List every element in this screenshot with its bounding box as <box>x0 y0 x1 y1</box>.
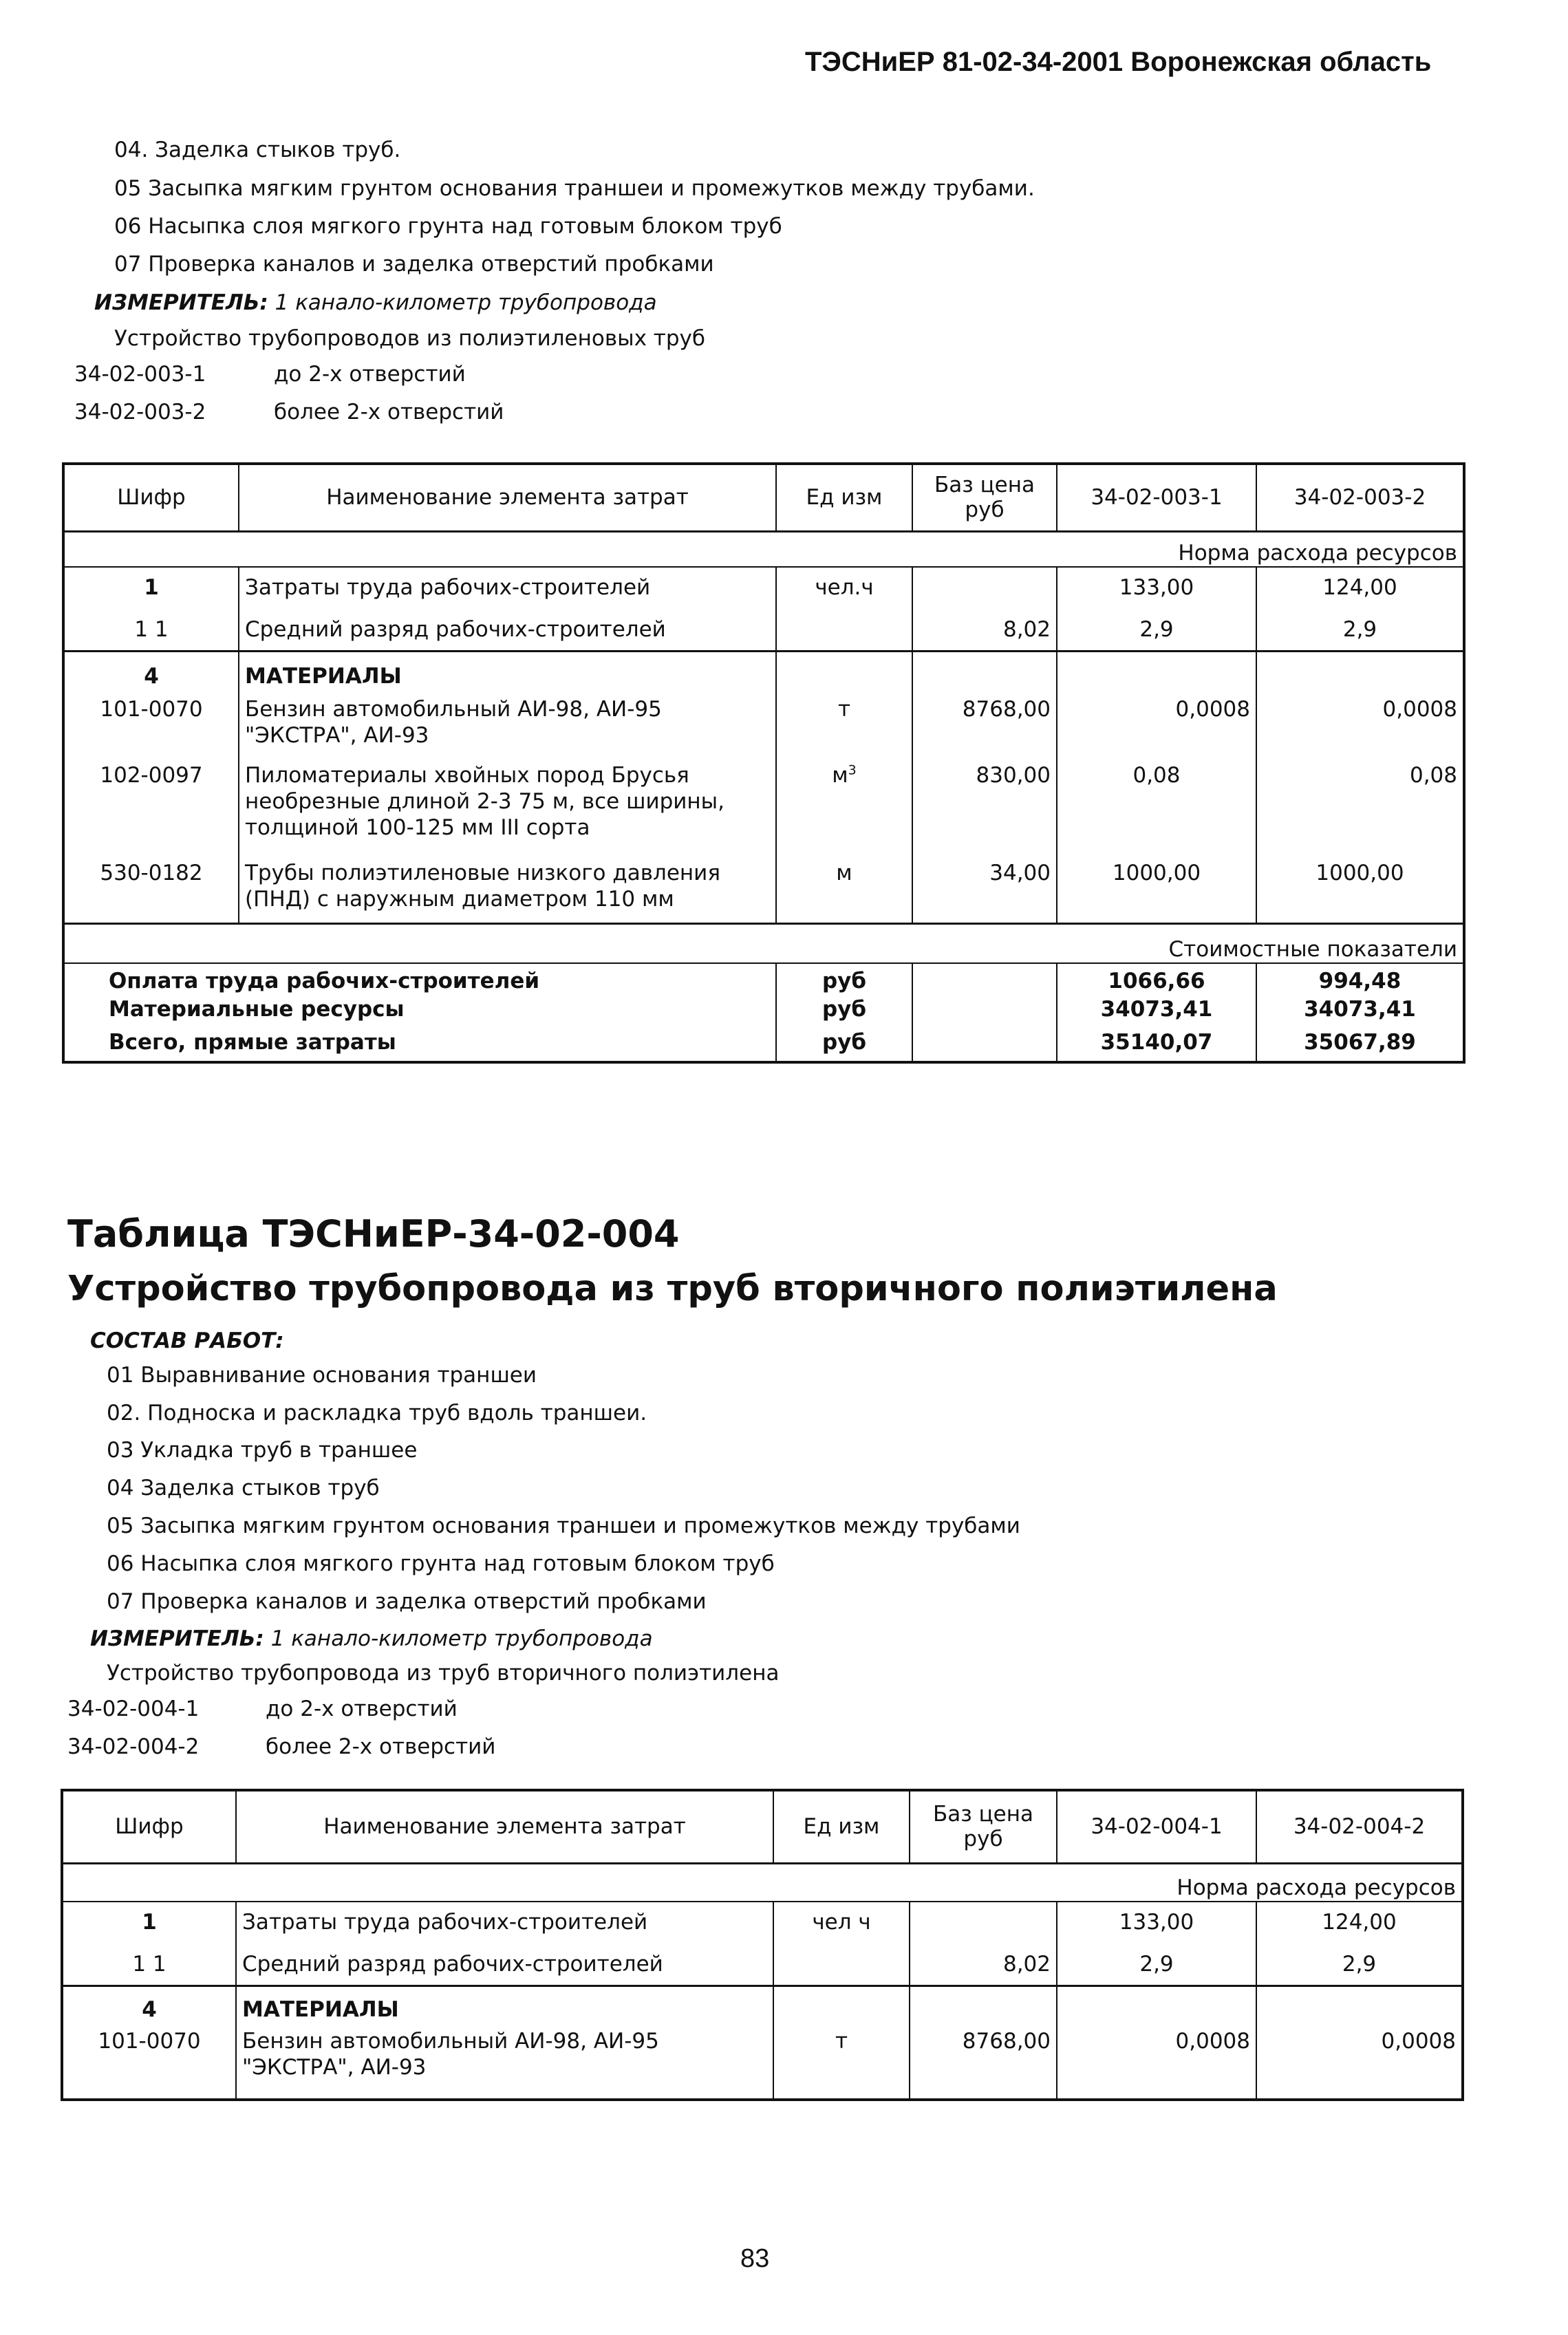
work-item: 02. Подноска и раскладка труб вдоль траншеи. <box>107 1401 647 1425</box>
work-item: 05 Засыпка мягким грунтом основания траншеи и промежутков между трубами <box>107 1514 1020 1538</box>
row-value-1: 2,9 <box>1057 1943 1256 1986</box>
row-price <box>912 567 1057 608</box>
total-label: Оплата труда рабочих-строителей <box>109 969 540 993</box>
header-price: Баз цена руб <box>912 464 1057 531</box>
material-price: 830,00 <box>912 762 1057 860</box>
work-item: 05 Засыпка мягким грунтом основания траншеи и промежутков между трубами. <box>114 176 1035 201</box>
row-name: Средний разряд рабочих-строителей <box>239 608 776 651</box>
material-name: Трубы полиэтиленовые низкого давления (ПНД) с наружным диаметром 110 мм <box>239 860 776 923</box>
row-price: 8,02 <box>912 608 1057 651</box>
header-variant-2: 34-02-003-2 <box>1256 464 1464 531</box>
cost-table-34-02-003 <box>62 462 1465 1064</box>
table-title: Таблица ТЭСНиЕР-34-02-004 <box>67 1212 680 1256</box>
row-value-1: 133,00 <box>1057 567 1256 608</box>
header-variant-1: 34-02-003-1 <box>1057 464 1256 531</box>
band-norm: Норма расхода ресурсов <box>62 1863 1463 1902</box>
material-code: 102-0097 <box>100 763 203 788</box>
header-unit: Ед изм <box>773 1790 910 1863</box>
total-label: Всего, прямые затраты <box>109 1030 396 1055</box>
work-item: 04. Заделка стыков труб. <box>114 138 401 162</box>
material-value-2: 1000,00 <box>1256 860 1464 923</box>
material-unit: т <box>773 2028 910 2100</box>
total-value-1: 1066,66 <box>1057 963 1256 996</box>
row-name: Затраты труда рабочих-строителей <box>239 567 776 608</box>
header-variant-2: 34-02-004-2 <box>1256 1790 1463 1863</box>
page-number: 83 <box>740 2244 770 2273</box>
material-value-1: 0,0008 <box>1057 696 1256 762</box>
header-unit: Ед изм <box>776 464 912 531</box>
running-header: ТЭСНиЕР 81-02-34-2001 Воронежская область <box>805 47 1432 77</box>
work-item: 01 Выравнивание основания траншеи <box>107 1363 537 1388</box>
material-value-2: 0,0008 <box>1256 2028 1463 2100</box>
header-name: Наименование элемента затрат <box>236 1790 773 1863</box>
row-unit <box>773 1943 910 1986</box>
material-code: 101-0070 <box>100 697 203 722</box>
material-value-2: 0,0008 <box>1256 696 1464 762</box>
header-variant-1: 34-02-004-1 <box>1057 1790 1256 1863</box>
work-item: 04 Заделка стыков труб <box>107 1476 380 1500</box>
total-value-1: 35140,07 <box>1057 1029 1256 1062</box>
materials-code: 4 <box>62 1986 236 2028</box>
total-label: Материальные ресурсы <box>109 997 405 1022</box>
row-value-2: 2,9 <box>1256 608 1464 651</box>
material-price: 34,00 <box>912 860 1057 923</box>
variant-code: 34-02-004-2 <box>67 1734 200 1759</box>
materials-code: 4 <box>63 651 239 696</box>
row-unit <box>776 608 912 651</box>
total-value-2: 994,48 <box>1256 963 1464 996</box>
total-unit: руб <box>776 963 912 996</box>
work-item: 07 Проверка каналов и заделка отверстий пробками <box>114 252 714 277</box>
header-name: Наименование элемента затрат <box>239 464 776 531</box>
material-code: 530-0182 <box>100 861 203 885</box>
measure-unit: 1 канало-километр трубопровода <box>275 290 657 315</box>
material-unit: т <box>776 696 912 762</box>
measure-unit: 1 канало-километр трубопровода <box>270 1626 653 1651</box>
variant-text: более 2-х отверстий <box>266 1734 496 1759</box>
total-value-2: 35067,89 <box>1256 1029 1464 1062</box>
measure-description: Устройство трубопровода из труб вторичного полиэтилена <box>107 1661 780 1686</box>
material-name: Пиломатериалы хвойных пород Брусья необрезные длиной 2-3 75 м, все ширины, толщиной 100-125 мм III сорта <box>239 762 776 860</box>
work-item: 06 Насыпка слоя мягкого грунта над готовым блоком труб <box>107 1551 775 1576</box>
materials-label: МАТЕРИАЛЫ <box>239 651 776 696</box>
total-unit: руб <box>776 1029 912 1062</box>
measure-label: ИЗМЕРИТЕЛЬ: <box>94 290 268 315</box>
total-value-2: 34073,41 <box>1256 996 1464 1029</box>
material-name: Бензин автомобильный АИ-98, АИ-95 "ЭКСТРА", АИ-93 <box>236 2028 773 2100</box>
row-code: 1 1 <box>134 617 169 642</box>
work-item: 03 Укладка труб в траншее <box>107 1438 418 1463</box>
variant-text: до 2-х отверстий <box>274 362 466 387</box>
header-code: Шифр <box>62 1790 236 1863</box>
row-code: 1 <box>142 1910 157 1935</box>
row-value-2: 124,00 <box>1256 567 1464 608</box>
cost-table-34-02-004 <box>61 1789 1464 2101</box>
work-item: 07 Проверка каналов и заделка отверстий пробками <box>107 1589 707 1614</box>
variant-text: до 2-х отверстий <box>266 1697 458 1721</box>
row-value-1: 133,00 <box>1057 1902 1256 1943</box>
measure-label: ИЗМЕРИТЕЛЬ: <box>90 1626 264 1651</box>
work-item: 06 Насыпка слоя мягкого грунта над готовым блоком труб <box>114 214 782 239</box>
works-label: СОСТАВ РАБОТ: <box>90 1328 284 1353</box>
materials-label: МАТЕРИАЛЫ <box>236 1986 773 2028</box>
variant-code: 34-02-003-1 <box>74 362 206 387</box>
measure-description: Устройство трубопроводов из полиэтиленовых труб <box>114 326 705 351</box>
material-unit: $м^3$ <box>776 762 912 860</box>
row-price: 8,02 <box>910 1943 1057 1986</box>
material-unit: м <box>776 860 912 923</box>
material-value-1: 0,08 <box>1057 762 1256 860</box>
band-norm: Норма расхода ресурсов <box>63 531 1464 567</box>
row-name: Затраты труда рабочих-строителей <box>236 1902 773 1943</box>
row-unit: чел.ч <box>776 567 912 608</box>
material-name: Бензин автомобильный АИ-98, АИ-95 "ЭКСТРА", АИ-93 <box>239 696 776 762</box>
material-price: 8768,00 <box>912 696 1057 762</box>
header-code: Шифр <box>63 464 239 531</box>
material-price: 8768,00 <box>910 2028 1057 2100</box>
variant-text: более 2-х отверстий <box>274 400 504 424</box>
table-subtitle: Устройство трубопровода из труб вторичного полиэтилена <box>67 1269 1278 1309</box>
material-value-2: 0,08 <box>1256 762 1464 860</box>
row-name: Средний разряд рабочих-строителей <box>236 1943 773 1986</box>
total-value-1: 34073,41 <box>1057 996 1256 1029</box>
header-price: Баз цена руб <box>910 1790 1057 1863</box>
row-code: 1 1 <box>132 1952 167 1977</box>
row-unit: чел ч <box>773 1902 910 1943</box>
measure-line <box>90 1626 653 1651</box>
material-code: 101-0070 <box>98 2029 201 2054</box>
row-value-2: 2,9 <box>1256 1943 1463 1986</box>
row-price <box>910 1902 1057 1943</box>
material-value-1: 0,0008 <box>1057 2028 1256 2100</box>
band-cost: Стоимостные показатели <box>63 923 1464 963</box>
row-value-2: 124,00 <box>1256 1902 1463 1943</box>
variant-code: 34-02-003-2 <box>74 400 206 424</box>
measure-line <box>94 290 657 315</box>
row-code: 1 <box>144 575 159 600</box>
row-value-1: 2,9 <box>1057 608 1256 651</box>
variant-code: 34-02-004-1 <box>67 1697 200 1721</box>
material-value-1: 1000,00 <box>1057 860 1256 923</box>
total-unit: руб <box>776 996 912 1029</box>
